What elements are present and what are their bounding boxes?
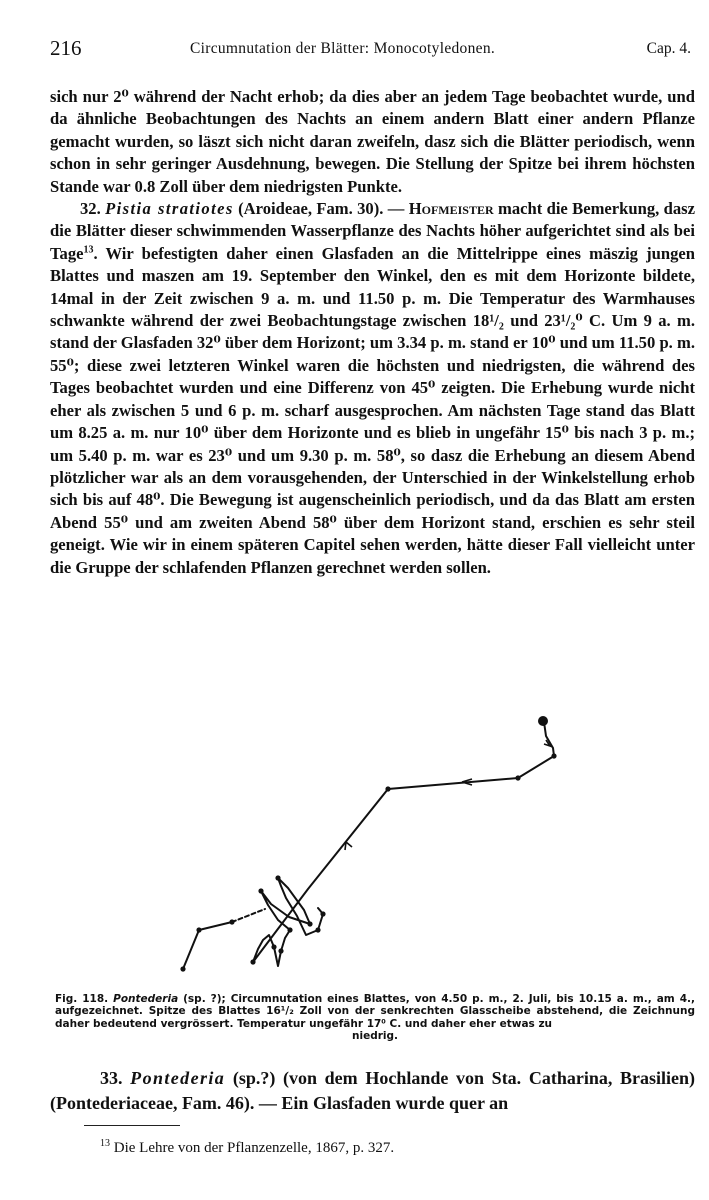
footnote-rule [84,1125,180,1126]
trace-point [515,775,520,780]
caption-last-line: niedrig. [352,1030,398,1043]
trace-point [180,966,185,971]
genus-name: Pontederia [130,1068,226,1088]
trace-start-dot [538,716,548,726]
page-number: 216 [50,36,82,60]
trace-dashed-segment [232,909,265,922]
body-text [50,86,695,579]
paragraph-text-a: macht die Bemerkung, dasz die Blätter dieser schwimmenden Wasserpflanze des Nachts höher aufgerichtet sind als bei Tage [50,199,695,263]
footnote-text: Die Lehre von der Pflanzenzelle, 1867, p. 327. [113,1140,395,1156]
figure-label: Fig. 118. [55,993,109,1005]
trace-point [320,911,325,916]
section-number: 32. [80,199,101,219]
trace-point [258,888,263,893]
footnote-ref: 13 [83,244,94,256]
trace-point [278,948,283,953]
paragraph-pontederia [50,1066,695,1116]
trace-point [196,927,201,932]
trace-point [275,875,280,880]
trace-point [250,959,255,964]
trace-line [253,722,554,966]
circumnutation-figure [150,708,580,993]
section-number: 33. [100,1068,123,1088]
species-name: Pistia stratiotes [105,199,234,219]
running-title: Circumnutation der Blätter: Monocotyledonen. [190,40,496,57]
family-note: (Aroideae, Fam. 30). — [238,199,405,219]
footnote [100,1138,680,1158]
running-header [50,36,695,66]
caption-text: (sp. ?); Circumnutation eines Blattes, von 4.50 p. m., 2. Juli, bis 10.15 a. m., am 4., aufgezeichnet. Spitze des Blattes 16¹/₂ Zoll von der senkrechten Glasscheibe abstehend, die Zeichnung daher bedeutend vergrössert. Temperatur ungefähr 17⁰ C. und daher eher etwas zu [55,993,695,1030]
author-name: Hofmeister [408,199,494,219]
paragraph-pistia [50,198,695,579]
paragraph-text-b: . Wir befestigten daher einen Glasfaden an die Mittelrippe eines mäszig jungen Blattes und maszen am 19. September den Winkel, den es mit dem Horizonte bildete, 14mal in der Zeit zwischen 9 a. m. und 11.50 p. m. Die Temperatur des Warmhauses schwankte während der zwei Beobachtungstage zwischen 18¹/₂ und 23¹/₂⁰ C. Um 9 a. m. stand der Glasfaden 32⁰ über dem Horizont; um 3.34 p. m. stand er 10⁰ und um 11.50 p. m. 55⁰; diese zwei letzteren Winkel waren die höchsten und niedrigsten, die während des Tages beobachtet wurden und eine Differenz von 45⁰ zeigten. Die Erhebung wurde nicht eher als zwischen 5 und 6 p. m. scharf ausgesprochen. Am nächsten Tage stand das Blatt um 8.25 a. m. nur 10⁰ über dem Horizonte und es blieb in ungefähr 15⁰ bis nach 3 p. m.; um 5.40 p. m. war es 23⁰ und um 9.30 p. m. 58⁰, so dasz die Erhebung an diesem Abend plötzlicher war als an dem vorausgehenden, der Unterschied in der Winkelstellung erhob sich bis auf 48⁰. Die Bewegung ist augenscheinlich periodisch, und da das Blatt am ersten Abend 55⁰ und am zweiten Abend 58⁰ über dem Horizont stand, erschien es sehr steil geneigt. Wie wir in einem späteren Capitel sehen werden, hätte dieser Fall vielleicht unter die Gruppe der schlafenden Pflanzen gerechnet werden sollen. [50,243,695,577]
direction-arrow [345,842,352,850]
trace-point [551,753,556,758]
trace-point [307,921,312,926]
trace-point [385,786,390,791]
paragraph-continuation: sich nur 2⁰ während der Nacht erhob; da dies aber an jedem Tage beobachtet wurde, und da ähnliche Beobachtungen des Nachts an einem andern Blatt einer andern Pflanze gemacht wurden, so läszt sich nicht daran zweifeln, dasz sich die Blätter periodisch, wenn schon in sehr geringer Ausdehnung, bewegen. Die Stellung der Spitze bei ihrem höchsten Stande war 0.8 Zoll über dem niedrigsten Punkte. [50,87,695,196]
chapter-label: Cap. 4. [646,40,691,57]
trace-line-end [183,922,232,969]
paragraph-text: (sp.?) (von dem Hochlande von Sta. Catharina, Brasilien) (Pontederiaceae, Fam. 46). — Ein Glasfaden wurde quer an [50,1068,696,1113]
trace-point [287,927,292,932]
trace-point [271,944,276,949]
footnote-number: 13 [100,1138,110,1149]
trace-point [229,919,234,924]
trace-point [315,927,320,932]
caption-genus: Pontederia [113,993,179,1005]
figure-caption [55,993,695,1043]
